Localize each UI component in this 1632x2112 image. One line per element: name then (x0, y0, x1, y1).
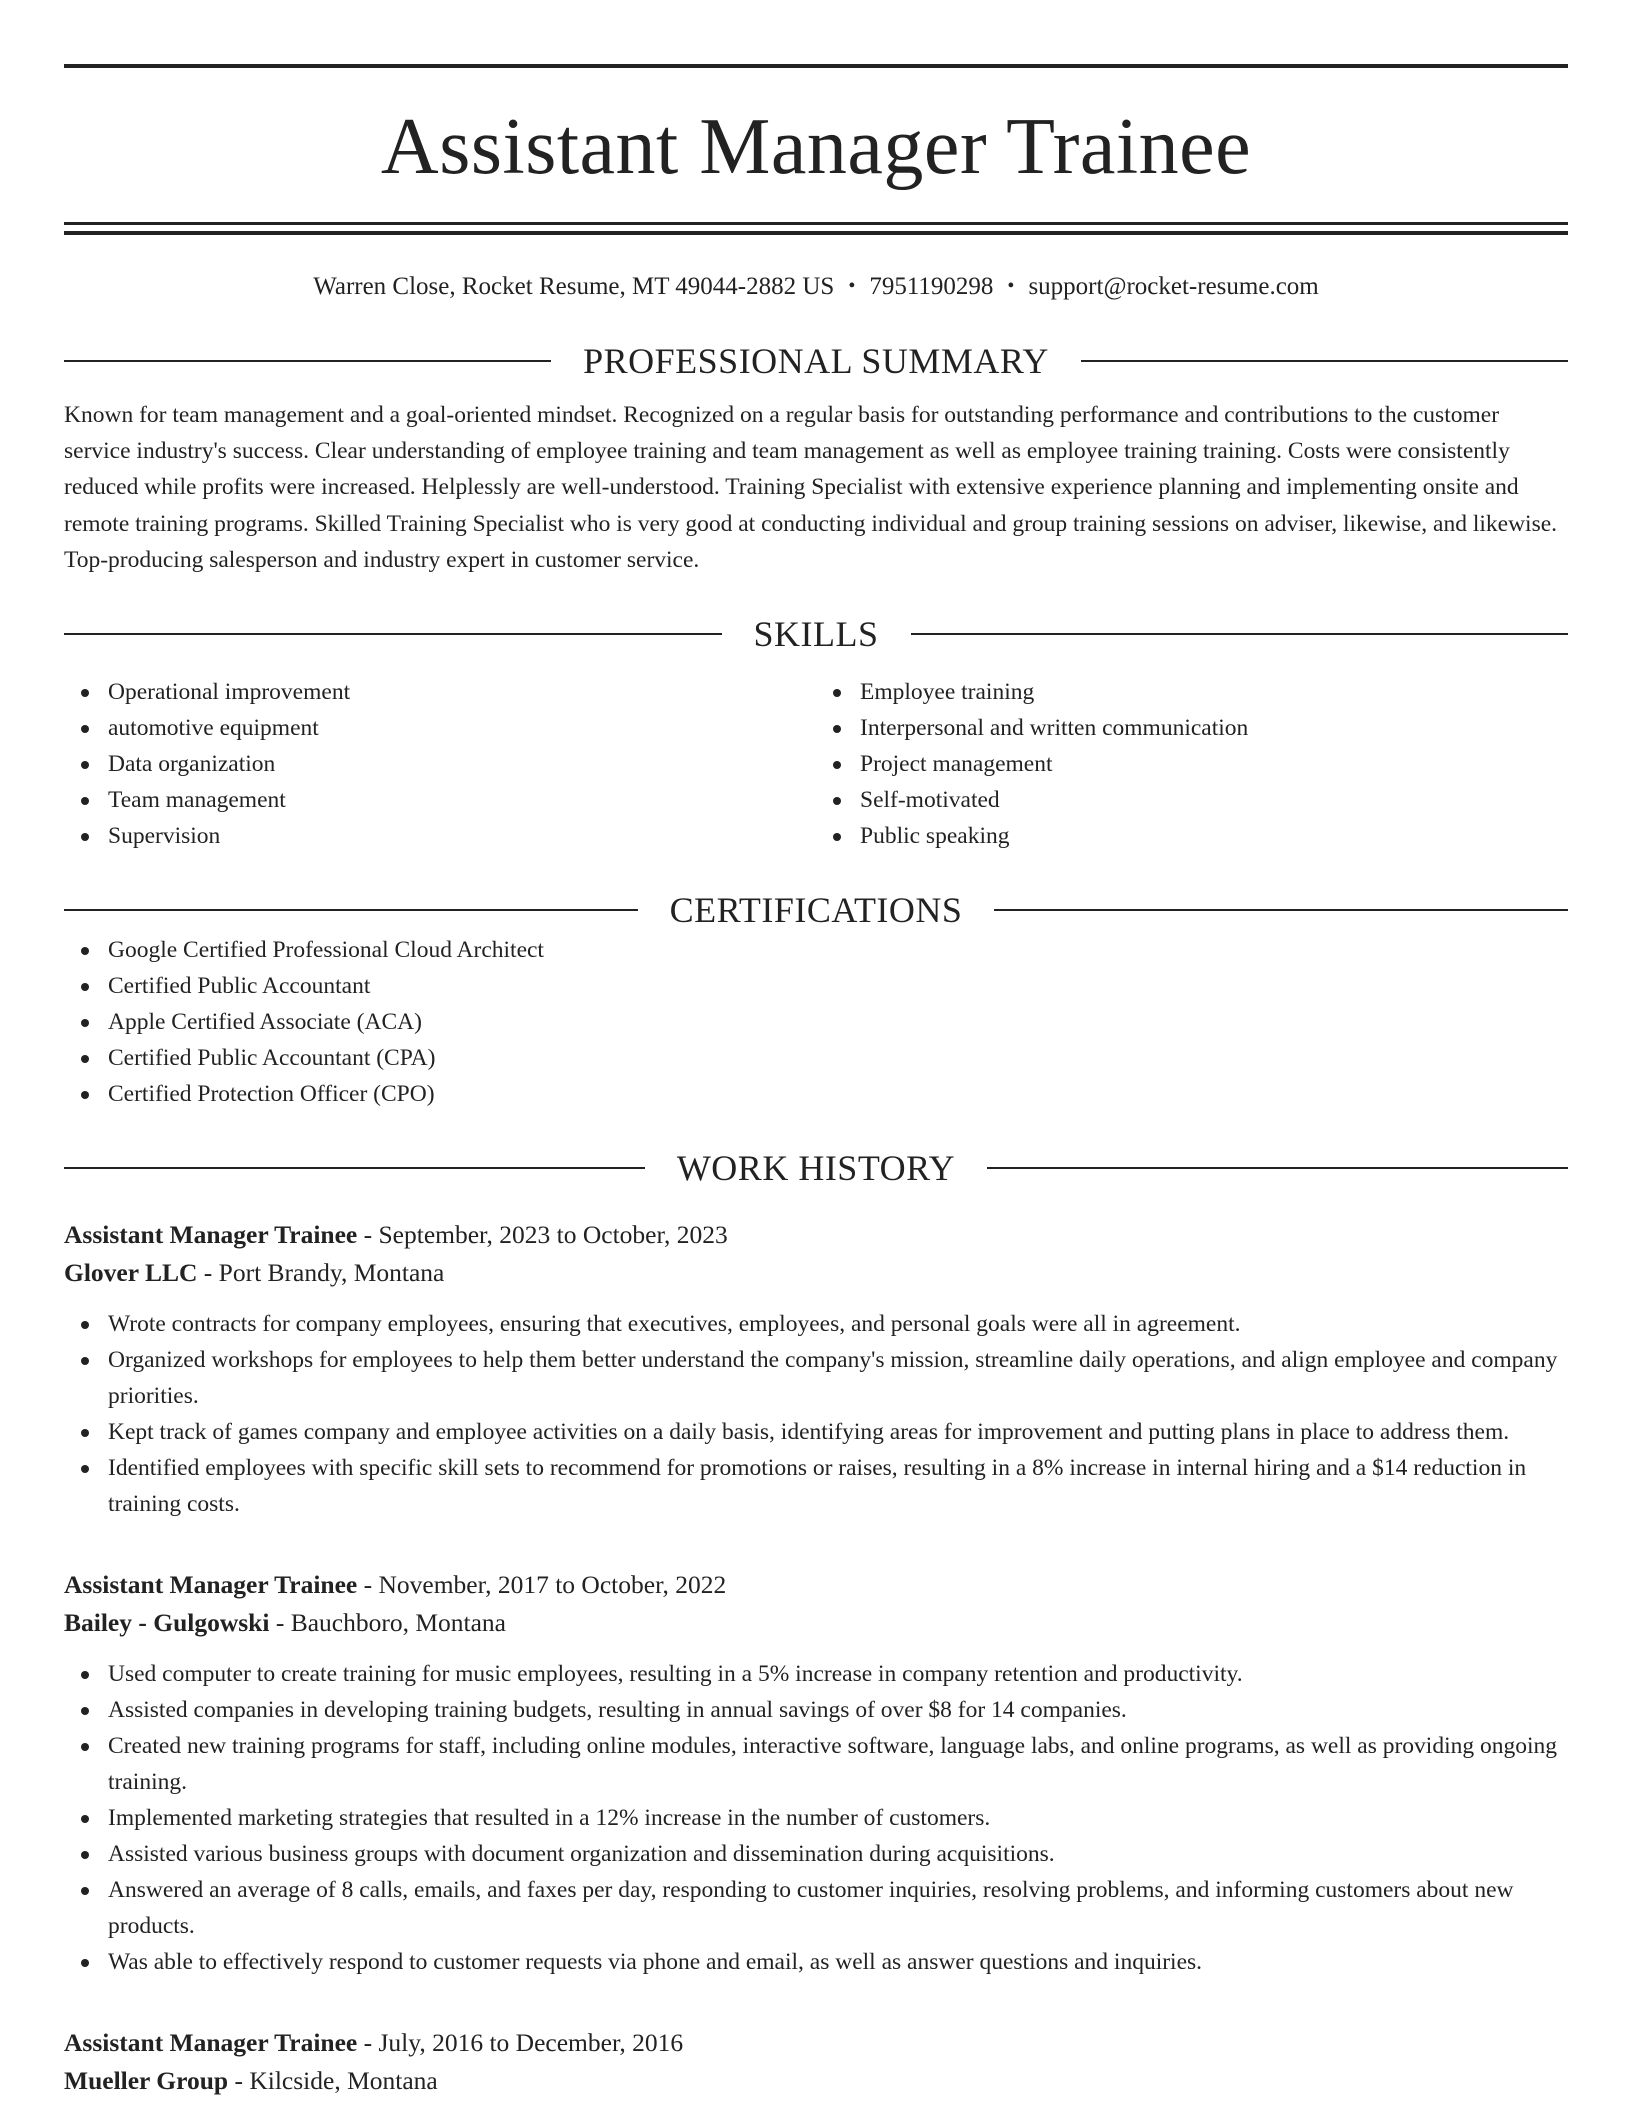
job-bullet: Identified employees with specific skill sets to recommend for promotions or raises, resulting in a 8% increase in internal hiring and a $14 reduction in training costs. (108, 1450, 1568, 1522)
section-heading-certifications (64, 888, 1568, 932)
job-bullet: Wrote contracts for company employees, ensuring that executives, employees, and personal goals were all in agreement. (108, 1306, 1568, 1342)
heading-rule (64, 1167, 645, 1169)
skills-list-left (64, 674, 816, 854)
job-bullets (64, 1306, 1568, 1522)
section-heading-work-history (64, 1146, 1568, 1190)
job-location: - Bauchboro, Montana (269, 1608, 506, 1638)
section-heading-summary (64, 339, 1568, 383)
job-bullet: Answered an average of 8 calls, emails, and faxes per day, responding to customer inquiries, resolving problems, and informing customers about new products. (108, 1872, 1568, 1944)
job-bullet: Assisted companies in developing training budgets, resulting in annual savings of over $8 for 14 companies. (108, 1692, 1568, 1728)
job-company-line (64, 1254, 1568, 1292)
job-bullet: Assisted various business groups with document organization and dissemination during acquisitions. (108, 1836, 1568, 1872)
contact-separator: • (848, 275, 856, 297)
certification-item: Certified Public Accountant (108, 968, 1568, 1004)
job-bullet: Implemented marketing strategies that resulted in a 12% increase in the number of customers. (108, 1800, 1568, 1836)
skill-item: Self-motivated (860, 782, 1568, 818)
certification-item: Apple Certified Associate (ACA) (108, 1004, 1568, 1040)
job-bullet: Organized workshops for employees to help them better understand the company's mission, streamline daily operations, and align employee and company priorities. (108, 1342, 1568, 1414)
job-entry (64, 2024, 1568, 2100)
title-double-rule (64, 222, 1568, 234)
summary-text: Known for team management and a goal-oriented mindset. Recognized on a regular basis for outstanding performance and contributions to the customer service industry's success. Clear understanding of employee training and team management as well as employee training training. Costs were consistently reduced while profits were increased. Helplessly are well-understood. Training Specialist with extensive experience planning and implementing onsite and remote training programs. Skilled Training Specialist who is very good at conducting individual and group training sessions on adviser, likewise, and likewise. Top-producing salesperson and industry expert in customer service. (64, 402, 1558, 573)
heading-rule (64, 909, 638, 911)
job-bullet: Used computer to create training for music employees, resulting in a 5% increase in company retention and productivity. (108, 1656, 1568, 1692)
section-heading-label: CERTIFICATIONS (669, 890, 963, 931)
heading-rule (994, 909, 1568, 911)
job-company-line (64, 1604, 1568, 1642)
job-company: Glover LLC (64, 1258, 198, 1288)
skills-list-right (816, 674, 1568, 854)
contact-phone: 7951190298 (869, 273, 994, 300)
section-heading-label: SKILLS (753, 614, 879, 655)
skill-item: Operational improvement (108, 674, 816, 710)
resume-page (64, 64, 1568, 2100)
job-bullet: Was able to effectively respond to customer requests via phone and email, as well as answer questions and inquiries. (108, 1944, 1568, 1980)
skill-item: Interpersonal and written communication (860, 710, 1568, 746)
job-location: - Port Brandy, Montana (197, 1258, 445, 1288)
contact-address: Warren Close, Rocket Resume, MT 49044-2882 US (313, 273, 835, 300)
job-entry (64, 1566, 1568, 1980)
contact-line (64, 270, 1568, 305)
skill-item: Public speaking (860, 818, 1568, 854)
section-heading-label: WORK HISTORY (676, 1148, 956, 1189)
skill-item: Project management (860, 746, 1568, 782)
heading-rule (64, 633, 722, 635)
job-company: Bailey - Gulgowski (64, 1608, 270, 1638)
certification-item: Certified Public Accountant (CPA) (108, 1040, 1568, 1076)
job-title-line (64, 1566, 1568, 1604)
job-title: Assistant Manager Trainee (64, 1220, 358, 1250)
job-title-line (64, 1216, 1568, 1254)
skill-item: Team management (108, 782, 816, 818)
job-entry (64, 1216, 1568, 1522)
contact-email: support@rocket-resume.com (1028, 273, 1319, 300)
skills-columns (64, 674, 1568, 854)
job-bullet: Created new training programs for staff, including online modules, interactive software, language labs, and online programs, as well as providing ongoing training. (108, 1728, 1568, 1800)
job-dates: - September, 2023 to October, 2023 (357, 1220, 728, 1250)
job-company: Mueller Group (64, 2066, 229, 2096)
certification-item: Certified Protection Officer (CPO) (108, 1076, 1568, 1112)
heading-rule (911, 633, 1569, 635)
certification-item: Google Certified Professional Cloud Architect (108, 932, 1568, 968)
heading-rule (64, 360, 551, 362)
job-bullet: Kept track of games company and employee activities on a daily basis, identifying areas for improvement and putting plans in place to address them. (108, 1414, 1568, 1450)
top-rule (64, 64, 1568, 68)
job-title: Assistant Manager Trainee (64, 1570, 358, 1600)
skill-item: Data organization (108, 746, 816, 782)
certifications-list (64, 932, 1568, 1112)
job-dates: - November, 2017 to October, 2022 (357, 1570, 727, 1600)
work-history-list (64, 1216, 1568, 2100)
job-title: Assistant Manager Trainee (64, 2028, 358, 2058)
skill-item: Supervision (108, 818, 816, 854)
job-dates: - July, 2016 to December, 2016 (357, 2028, 684, 2058)
section-heading-label: PROFESSIONAL SUMMARY (583, 341, 1049, 381)
section-heading-skills (64, 612, 1568, 656)
resume-title: Assistant Manager Trainee (380, 103, 1252, 191)
job-company-line (64, 2062, 1568, 2100)
skill-item: Employee training (860, 674, 1568, 710)
heading-rule (987, 1167, 1568, 1169)
skill-item: automotive equipment (108, 710, 816, 746)
job-bullets (64, 1656, 1568, 1980)
job-location: - Kilcside, Montana (228, 2066, 438, 2096)
heading-rule (1081, 360, 1568, 362)
job-title-line (64, 2024, 1568, 2062)
contact-separator: • (1007, 275, 1015, 297)
